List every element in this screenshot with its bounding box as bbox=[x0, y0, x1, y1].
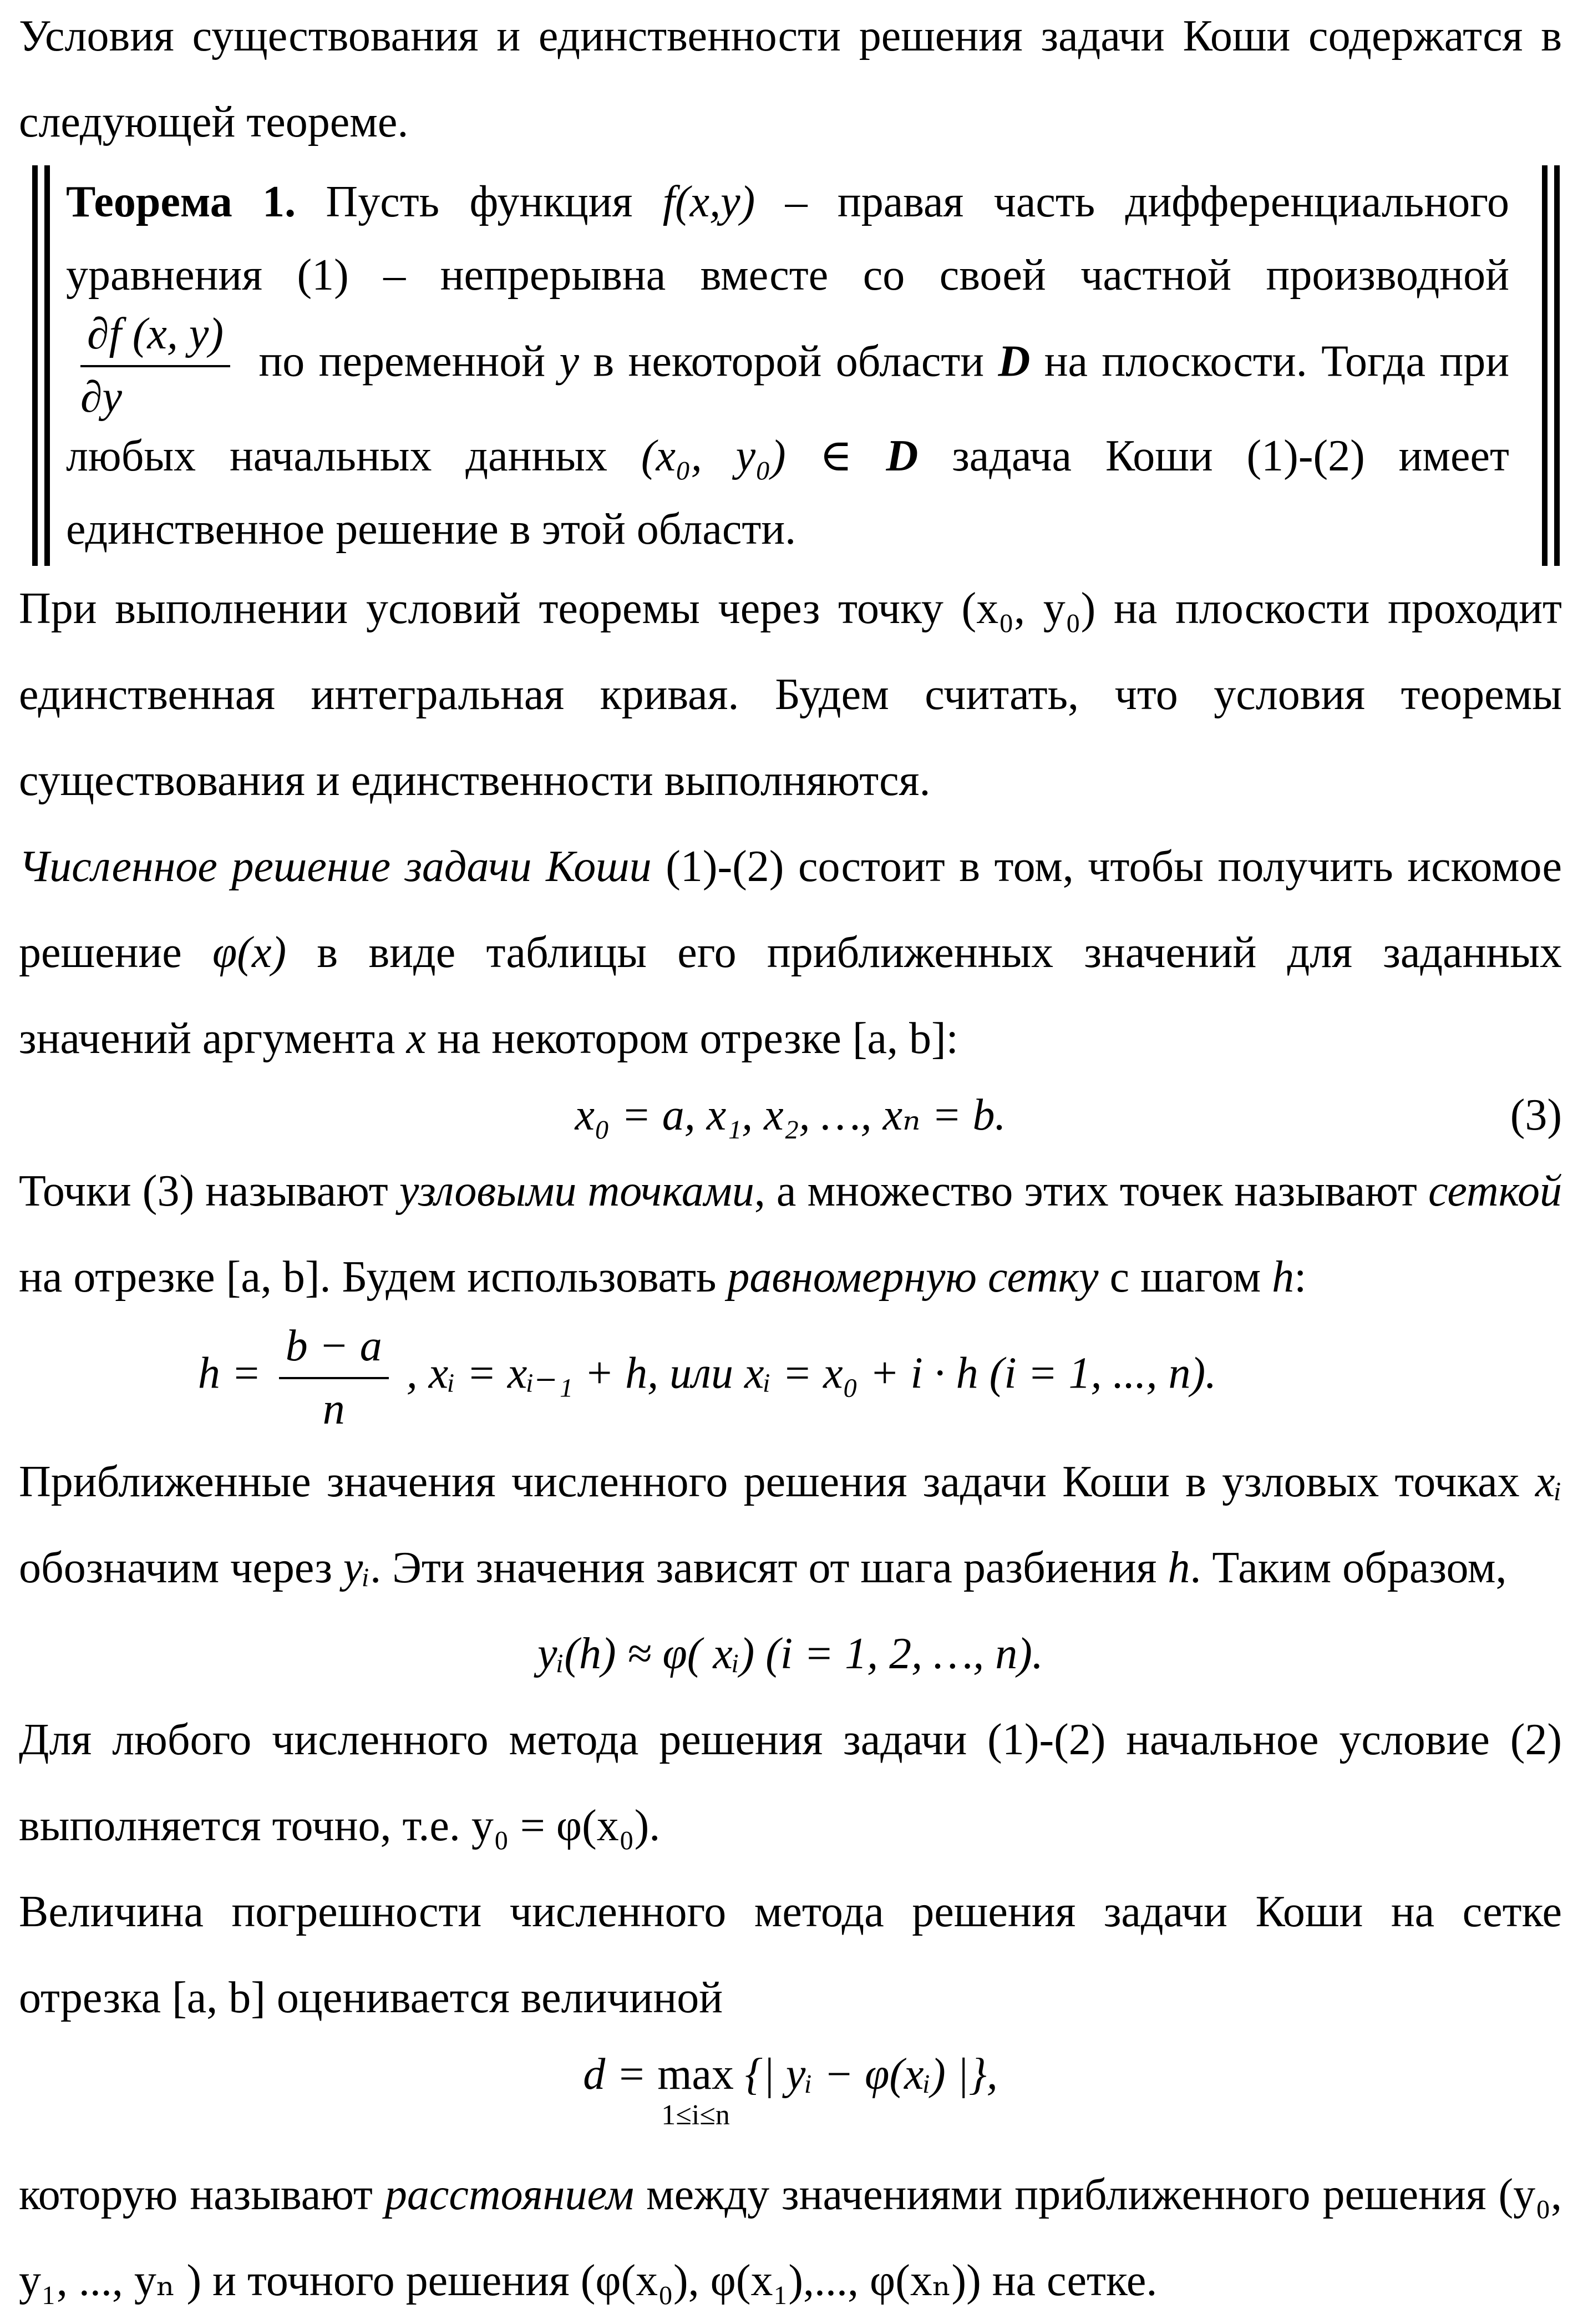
term-numerical-solution: Численное решение задачи Коши bbox=[19, 842, 652, 891]
approx-text-3: . Эти значения зависят от шага разбиения bbox=[370, 1543, 1157, 1592]
distance-max-range: 1≤i≤n bbox=[661, 2099, 730, 2131]
distance-max-label: max bbox=[657, 2050, 734, 2099]
approx-text-1: Приближенные значения численного решения задачи Коши в узловых точках bbox=[19, 1457, 1520, 1506]
distance-max bbox=[657, 2052, 734, 2130]
numerical-phi: φ(x) bbox=[212, 928, 287, 977]
numerical-x: x bbox=[406, 1014, 427, 1063]
paragraph-integral-curve: При выполнении условий теоремы через точку (x₀, y₀) на плоскости проходит единственная интегральная кривая. Будем считать, что условия теоремы существования и единственности выполняются. bbox=[19, 584, 1562, 805]
nodes-text-2: , а множество этих точек называют bbox=[754, 1167, 1417, 1216]
intro-paragraph: Условия существования и единственности решения задачи Коши содержатся в следующей теореме. bbox=[19, 12, 1562, 146]
paragraph-numerical-solution bbox=[19, 824, 1562, 1082]
term-nodal-points: узловыми точками bbox=[399, 1167, 754, 1216]
approx-yi: yᵢ bbox=[343, 1543, 371, 1592]
theorem-function-name: f bbox=[662, 178, 675, 226]
theorem-text-3: по переменной bbox=[258, 337, 546, 386]
nodes-h: h bbox=[1272, 1253, 1295, 1302]
approx-formula: yᵢ(h) ≈ φ( xᵢ) (i = 1, 2, …, n). bbox=[537, 1629, 1043, 1678]
equation-3-formula: x₀ = a, x₁, x₂, …, xₙ = b. bbox=[575, 1091, 1006, 1140]
theorem-text bbox=[66, 165, 1509, 566]
paragraph-grid-nodes bbox=[19, 1148, 1562, 1320]
step-rest: , xᵢ = xᵢ₋₁ + h, или xᵢ = x₀ + i · h (i = 1, ..., n). bbox=[406, 1349, 1217, 1398]
distance-rhs: {| yᵢ − φ(xᵢ) |}, bbox=[744, 2050, 998, 2099]
partial-numerator: ∂f (x, y) bbox=[80, 312, 230, 367]
step-formula bbox=[0, 1320, 1562, 1439]
nodes-text-3: на отрезке [a, b]. Будем использовать bbox=[19, 1253, 717, 1302]
final-text-1: которую называют bbox=[19, 2170, 373, 2219]
theorem-left-bar-inner bbox=[44, 165, 50, 566]
theorem-text-6: задача Коши (1)-(2) имеет единственное решение в этой области. bbox=[66, 432, 1510, 554]
partial-derivative-fraction bbox=[80, 310, 230, 422]
term-distance: расстоянием bbox=[384, 2170, 635, 2219]
distance-lhs: d = bbox=[583, 2050, 658, 2099]
nodes-text-1: Точки (3) называют bbox=[19, 1167, 388, 1216]
theorem-domain-d-2: D bbox=[886, 432, 919, 480]
equation-3-number: (3) bbox=[1510, 1091, 1562, 1140]
theorem-text-5: на плоскости. Тогда при любых начальных данных bbox=[66, 337, 1510, 480]
nodes-text-5: : bbox=[1294, 1253, 1307, 1302]
theorem-text-4: в некоторой области bbox=[593, 337, 985, 386]
term-grid: сеткой bbox=[1428, 1167, 1562, 1216]
theorem-domain-d: D bbox=[998, 337, 1031, 386]
distance-formula bbox=[19, 2041, 1562, 2152]
theorem-initial-data: (x₀, y₀) ∈ bbox=[641, 432, 853, 480]
approx-xi: xᵢ bbox=[1535, 1457, 1562, 1506]
step-h-eq: h = bbox=[197, 1349, 261, 1398]
theorem-function-args: (x,y) bbox=[674, 178, 755, 226]
paragraph-approx-values bbox=[19, 1439, 1562, 1611]
theorem-label: Теорема 1. bbox=[66, 178, 296, 226]
paragraph-error: Величина погрешности численного метода решения задачи Коши на сетке отрезка [a, b] оценивается величиной bbox=[19, 1887, 1562, 2022]
final-text-2: между значениями приближенного решения (y₀, y₁, ..., yₙ ) и точного решения (φ(x₀), φ(x₁),..., φ(xₙ)) на сетке. bbox=[19, 2170, 1562, 2305]
paragraph-distance bbox=[19, 2152, 1562, 2324]
theorem-right-bar bbox=[1554, 165, 1560, 566]
theorem-text-1: Пусть функция bbox=[326, 178, 633, 226]
numerical-text-3: на некотором отрезке [a, b]: bbox=[437, 1014, 958, 1063]
approx-text-4: . Таким образом, bbox=[1190, 1543, 1507, 1592]
partial-denominator: ∂y bbox=[80, 373, 123, 422]
step-denominator: n bbox=[322, 1385, 345, 1434]
step-fraction bbox=[279, 1322, 389, 1434]
approx-text-2: обозначим через bbox=[19, 1543, 332, 1592]
document-page bbox=[19, 0, 1562, 2324]
theorem-left-bar bbox=[32, 165, 38, 566]
equation-3 bbox=[19, 1082, 1562, 1148]
theorem-var-y: y bbox=[559, 337, 579, 386]
approx-h: h bbox=[1168, 1543, 1190, 1592]
nodes-text-4: с шагом bbox=[1109, 1253, 1261, 1302]
term-uniform-grid: равномерную сетку bbox=[727, 1253, 1099, 1302]
step-numerator: b − a bbox=[279, 1324, 389, 1379]
theorem-text-2: – правая часть дифференциального уравнения (1) – непрерывна вместе со своей частной производной bbox=[66, 178, 1510, 300]
paragraph-initial-condition: Для любого численного метода решения задачи (1)-(2) начальное условие (2) выполняется точно, т.е. y₀ = φ(x₀). bbox=[19, 1715, 1562, 1850]
theorem-box bbox=[19, 165, 1562, 566]
theorem-right-bar-inner bbox=[1542, 165, 1548, 566]
numerical-text-1: (1)-(2) состоит в том, чтобы получить искомое решение bbox=[19, 842, 1562, 977]
numerical-text-2: в виде таблицы его приближенных значений для заданных значений аргумента bbox=[19, 928, 1562, 1063]
